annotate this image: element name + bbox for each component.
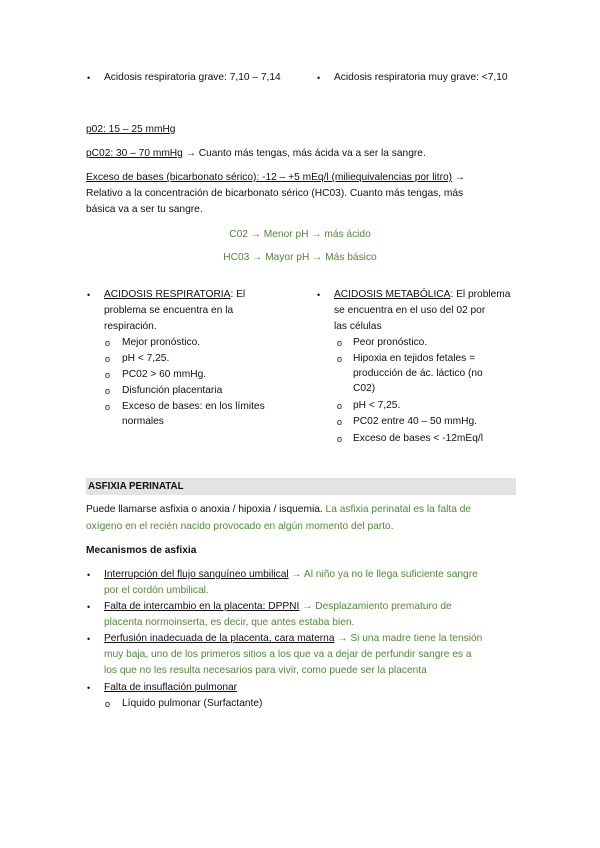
- formula-hco3: HC03 → Mayor pH → Más básico: [223, 252, 377, 263]
- mechanism-1-label: Interrupción del flujo sanguíneo umbilical: [104, 569, 289, 580]
- mechanism-1-text: → Al niño ya no le llega suficiente sangre: [288, 569, 478, 580]
- section-heading-bar: [86, 478, 516, 495]
- sub-bullet-icon: o: [337, 417, 343, 427]
- list-item: pH < 7,25.: [122, 353, 170, 364]
- list-item-continued: producción de ác. láctico (no: [353, 368, 483, 379]
- asfixia-intro-green: La asfixia perinatal es la falta de: [322, 504, 472, 515]
- resp-acidosis-label: ACIDOSIS RESPIRATORIA: [104, 289, 231, 300]
- bullet-icon: •: [87, 634, 91, 644]
- bullet-icon: •: [87, 683, 91, 693]
- base-excess-line3: básica va a ser tu sangre.: [86, 204, 203, 215]
- resp-acidosis-title: [104, 287, 245, 303]
- top-bullet-right: Acidosis respiratoria muy grave: <7,10: [334, 72, 508, 83]
- formula-co2: C02 → Menor pH → más ácido: [229, 229, 371, 240]
- list-item: PC02 entre 40 – 50 mmHg.: [353, 416, 478, 427]
- base-excess-label: Exceso de bases (bicarbonato sérico): -12 – +5 mEq/l (miliequivalencias por litro): [86, 172, 453, 183]
- sub-bullet-icon: o: [105, 338, 111, 348]
- mechanism-4-label: Falta de insuflación pulmonar: [104, 682, 238, 693]
- asfixia-intro-line2: oxígeno en el recién nacido provocado en algún momento del parto.: [86, 521, 394, 532]
- arrow-icon: →: [454, 172, 466, 183]
- resp-acidosis-title-rest: : El: [230, 289, 246, 300]
- met-acidosis-line3: las células: [334, 321, 382, 332]
- mechanisms-title: Mecanismos de asfixia: [86, 545, 197, 556]
- bullet-icon: •: [317, 73, 321, 83]
- bullet-icon: •: [87, 290, 91, 300]
- section-heading: ASFIXIA PERINATAL: [88, 481, 184, 492]
- list-item: pH < 7,25.: [353, 400, 401, 411]
- met-acidosis-title-rest: : El problema: [450, 289, 511, 300]
- list-item: Exceso de bases: en los límites: [122, 401, 265, 412]
- list-item: PC02 > 60 mmHg.: [122, 369, 207, 380]
- sub-bullet-icon: o: [337, 354, 343, 364]
- pco2-line: [86, 146, 426, 162]
- base-excess-line2: Relativo a la concentración de bicarbonato sérico (HC03). Cuanto más tengas, más: [86, 188, 464, 199]
- mechanism-3: [104, 631, 482, 647]
- sub-bullet-icon: o: [105, 402, 111, 412]
- bullet-icon: •: [87, 602, 91, 612]
- list-item: Peor pronóstico.: [353, 337, 428, 348]
- list-item: Exceso de bases < -12mEq/l: [353, 433, 483, 444]
- mechanism-3-label: Perfusión inadecuada de la placenta, cara materna: [104, 633, 335, 644]
- mechanism-4-sub: Líquido pulmonar (Surfactante): [122, 698, 263, 709]
- sub-bullet-icon: o: [337, 338, 343, 348]
- top-bullet-left: Acidosis respiratoria grave: 7,10 – 7,14: [104, 72, 281, 83]
- po2-line: p02: 15 – 25 mmHg: [86, 124, 176, 135]
- bullet-icon: •: [87, 570, 91, 580]
- pco2-label: pC02: 30 – 70 mmHg: [86, 148, 183, 159]
- met-acidosis-label: ACIDOSIS METABÓLICA: [334, 289, 451, 300]
- list-item-continued: C02): [353, 383, 376, 394]
- bullet-icon: •: [87, 73, 91, 83]
- base-excess-line1: [86, 170, 465, 186]
- pco2-text: Cuanto más tengas, más ácida va a ser la sangre.: [195, 148, 426, 159]
- met-acidosis-line2: se encuentra en el uso del 02 por: [334, 305, 486, 316]
- asfixia-intro-black: Puede llamarse asfixia o anoxia / hipoxia / isquemia.: [86, 504, 323, 515]
- resp-acidosis-line3: respiración.: [104, 321, 157, 332]
- list-item: Hipoxia en tejidos fetales =: [353, 353, 476, 364]
- sub-bullet-icon: o: [105, 370, 111, 380]
- arrow-icon: →: [185, 148, 196, 159]
- mechanism-2-text: → Desplazamiento prematuro de: [299, 601, 452, 612]
- bullet-icon: •: [317, 290, 321, 300]
- sub-bullet-icon: o: [105, 386, 111, 396]
- mechanism-1: [104, 567, 478, 583]
- sub-bullet-icon: o: [337, 401, 343, 411]
- mechanism-2-line2: placenta normoinserta, es decir, que antes estaba bien.: [104, 617, 355, 628]
- list-item: Disfunción placentaria: [122, 385, 223, 396]
- mechanism-1-line2: por el cordón umbilical.: [104, 585, 209, 596]
- sub-bullet-icon: o: [105, 699, 111, 709]
- asfixia-intro-line1: [86, 502, 471, 518]
- sub-bullet-icon: o: [105, 354, 111, 364]
- resp-acidosis-line2: problema se encuentra en la: [104, 305, 234, 316]
- met-acidosis-title: [334, 287, 510, 303]
- list-item: Mejor pronóstico.: [122, 337, 201, 348]
- mechanism-3-line3: los que no les resulta necesarios para vivir, como puede ser la placenta: [104, 665, 427, 676]
- mechanism-3-line2: muy baja, uno de los primeros sitios a los que va a dejar de perfundir sangre es a: [104, 649, 472, 660]
- mechanism-3-text: → Si una madre tiene la tensión: [334, 633, 483, 644]
- mechanism-2: [104, 599, 452, 615]
- list-item-continued: normales: [122, 416, 164, 427]
- sub-bullet-icon: o: [337, 434, 343, 444]
- mechanism-2-label: Falta de intercambio en la placenta: DPPNI: [104, 601, 300, 612]
